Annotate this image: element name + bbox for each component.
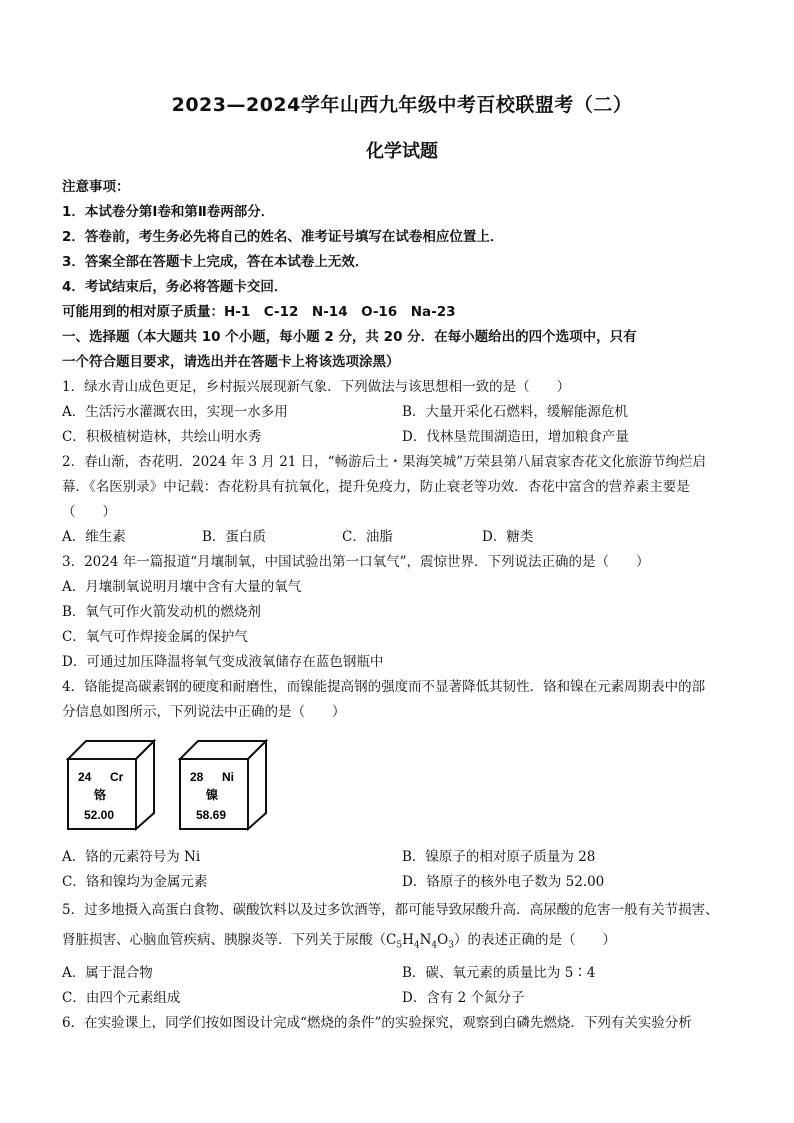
question-4-option-d: D．铬原子的核外电子数为 52.00 bbox=[402, 874, 605, 890]
question-1-options-row-1 bbox=[62, 400, 742, 425]
element-name-nickel: 镍 bbox=[206, 788, 219, 802]
question-5-option-b: B．碳、氧元素的质量比为 5∶4 bbox=[402, 964, 596, 981]
question-4-option-b: B．镍原子的相对原子质量为 28 bbox=[402, 849, 596, 865]
formula-o-count: 3 bbox=[448, 940, 454, 951]
element-mass-nickel: 58.69 bbox=[196, 808, 227, 822]
formula-o: O bbox=[437, 932, 449, 948]
question-5-stem-prefix: 肾脏损害、心脑血管疾病、胰腺炎等．下列关于尿酸（ bbox=[62, 932, 386, 948]
question-4-options-row-2 bbox=[62, 870, 742, 895]
periodic-table-figure bbox=[66, 739, 742, 835]
question-4-options-row-1 bbox=[62, 845, 742, 870]
formula-c-count: 5 bbox=[396, 940, 403, 951]
question-3-option-c: C．氧气可作焊接金属的保护气 bbox=[62, 629, 248, 645]
question-6-stem: 6．在实验课上，同学们按如图设计完成“燃烧的条件”的实验探究，观察到白磷先燃烧．下列有关实验分析 bbox=[62, 1014, 692, 1031]
question-1-options-row-2 bbox=[62, 425, 742, 450]
notice-item-3: 3．答案全部在答题卡上完成，答在本试卷上无效． bbox=[62, 254, 369, 270]
question-1-option-a: A．生活污水灌溉农田，实现一水多用 bbox=[62, 404, 288, 420]
section-heading-line-1: 一、选择题（本大题共 10 个小题，每小题 2 分，共 20 分．在每小题给出的四个选项中，只有 bbox=[62, 329, 637, 345]
question-3-option-d: D．可通过加压降温将氧气变成液氧储存在蓝色钢瓶中 bbox=[62, 654, 384, 670]
formula-h: H bbox=[402, 932, 414, 948]
question-2-stem-line-2: 幕．《名医别录》中记载：杏花粉具有抗氧化，提升免疫力，防止衰老等功效．杏花中富含的营养素主要是 bbox=[62, 479, 690, 495]
element-card-nickel bbox=[178, 739, 268, 835]
question-2-option-b: B．蛋白质 bbox=[202, 529, 266, 545]
element-name-chromium: 铬 bbox=[94, 788, 107, 802]
uric-acid-formula bbox=[386, 932, 454, 951]
question-2-stem-line-1: 2．春山渐，杏花明．2024 年 3 月 21 日，“畅游后土・果海笑城”万荣县第八届袁家杏花文化旅游节绚烂启 bbox=[62, 454, 706, 470]
question-3-option-a: A．月壤制氧说明月壤中含有大量的氧气 bbox=[62, 579, 302, 595]
question-5-stem-line-2 bbox=[62, 925, 742, 961]
question-2-option-c: C．油脂 bbox=[342, 529, 393, 545]
question-2-option-a: A．维生素 bbox=[62, 529, 126, 545]
formula-h-count: 4 bbox=[413, 940, 420, 951]
question-4-stem-line-2: 分信息如图所示，下列说法中正确的是（ ） bbox=[62, 704, 346, 720]
question-5-option-c: C．由四个元素组成 bbox=[62, 989, 181, 1006]
notice-heading: 注意事项： bbox=[62, 179, 130, 195]
question-3-option-b: B．氧气可作火箭发动机的燃烧剂 bbox=[62, 604, 261, 620]
question-3-stem: 3．2024 年一篇报道“月壤制氧，中国试验出第一口氧气”，震惊世界．下列说法正确的是（ ） bbox=[62, 554, 650, 570]
question-1-option-c: C．积极植树造林，共绘山明水秀 bbox=[62, 429, 262, 445]
element-number-chromium: 24 bbox=[78, 770, 92, 784]
question-2-stem-line-3: （ ） bbox=[62, 504, 116, 520]
exam-page bbox=[62, 90, 742, 1036]
formula-c: C bbox=[386, 932, 397, 948]
question-1-option-b: B．大量开采化石燃料，缓解能源危机 bbox=[402, 404, 628, 420]
formula-n-count: 4 bbox=[431, 940, 438, 951]
atomic-masses: 可能用到的相对原子质量：H-1 C-12 N-14 O-16 Na-23 bbox=[62, 304, 456, 320]
question-5-stem-suffix: ）的表述正确的是（ ） bbox=[453, 932, 616, 948]
element-symbol-nickel: Ni bbox=[222, 770, 234, 784]
exam-title: 2023—2024学年山西九年级中考百校联盟考（二） bbox=[171, 94, 633, 116]
element-card-chromium bbox=[66, 739, 156, 835]
question-5-stem-line-1: 5．过多地摄入高蛋白食物、碳酸饮料以及过多饮酒等，都可能导致尿酸升高．高尿酸的危害一般有关节损害、 bbox=[62, 902, 719, 918]
notice-item-2: 2．答卷前，考生务必先将自己的姓名、准考证号填写在试卷相应位置上． bbox=[62, 229, 504, 245]
formula-n: N bbox=[419, 932, 432, 948]
element-cube-chromium bbox=[66, 739, 156, 831]
element-number-nickel: 28 bbox=[190, 770, 204, 784]
question-1-option-d: D．伐林垦荒围湖造田，增加粮食产量 bbox=[402, 429, 629, 445]
section-heading-line-2: 一个符合题目要求，请选出并在答题卡上将该选项涂黑） bbox=[62, 354, 400, 370]
question-4-option-c: C．铬和镍均为金属元素 bbox=[62, 874, 208, 890]
notice-item-4: 4．考试结束后，务必将答题卡交回． bbox=[62, 279, 288, 295]
question-2-options bbox=[62, 525, 742, 550]
question-1-stem: 1．绿水青山成色更足，乡村振兴展现新气象．下列做法与该思想相一致的是（ ） bbox=[62, 379, 571, 395]
question-5-option-a: A．属于混合物 bbox=[62, 964, 153, 981]
element-cube-nickel bbox=[178, 739, 268, 831]
element-symbol-chromium: Cr bbox=[110, 770, 124, 784]
notice-item-1: 1．本试卷分第Ⅰ卷和第Ⅱ卷两部分． bbox=[62, 204, 275, 220]
question-2-option-d: D．糖类 bbox=[482, 529, 534, 545]
question-5-options-row-1 bbox=[62, 961, 742, 986]
question-5-option-d: D．含有 2 个氮分子 bbox=[402, 989, 525, 1006]
question-5-options-row-2 bbox=[62, 986, 742, 1011]
exam-subtitle: 化学试题 bbox=[366, 141, 438, 162]
question-4-stem-line-1: 4．铬能提高碳素钢的硬度和耐磨性，而镍能提高钢的强度而不显著降低其韧性．铬和镍在元素周期表中的部 bbox=[62, 679, 706, 695]
element-mass-chromium: 52.00 bbox=[84, 808, 115, 822]
question-4-option-a: A．铬的元素符号为 Ni bbox=[62, 849, 201, 865]
